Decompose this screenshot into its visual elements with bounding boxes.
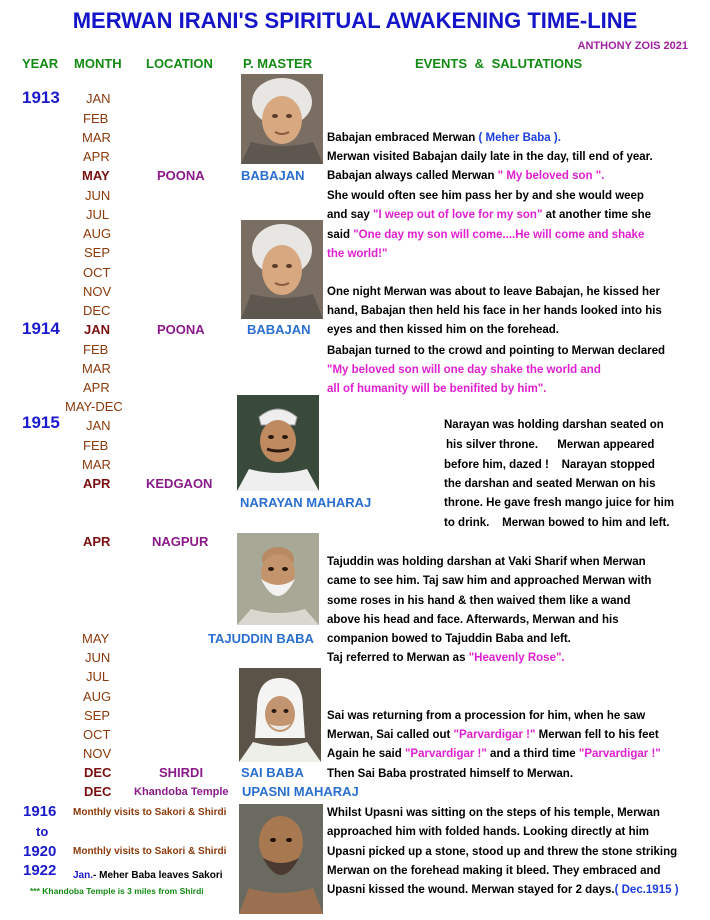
event-highlight: ( Meher Baba ).: [478, 132, 561, 144]
month-jul: JUL: [86, 669, 110, 684]
event-line: Sai was returning from a procession for him, when he saw: [327, 710, 646, 722]
month-feb: FEB: [83, 111, 109, 126]
month-mar: MAR: [82, 457, 111, 472]
event-quote: "Parvardigar !": [578, 748, 661, 760]
month-aug: AUG: [83, 226, 112, 241]
month-jan: JAN: [84, 322, 111, 337]
event-line: throne. He gave fresh mango juice for him: [444, 497, 675, 509]
event-text: Babajan always called Merwan: [327, 170, 495, 182]
event-line: She would often see him pass her by and she would weep: [327, 190, 644, 202]
page-title: MERWAN IRANI'S SPIRITUAL AWAKENING TIME-LINE: [72, 8, 638, 33]
header-events: EVENTS & SALUTATIONS: [415, 56, 583, 71]
year-1914: 1914: [22, 319, 60, 338]
location-poona: POONA: [157, 168, 205, 183]
event-text: Upasni kissed the wound. Merwan stayed for 2 days.: [327, 884, 615, 896]
month-jan: JAN: [86, 91, 111, 106]
year-1913: 1913: [22, 88, 60, 107]
event-text: Merwan, Sai called out: [327, 729, 451, 741]
event-quote-line: "My beloved son will one day shake the world and: [327, 364, 601, 376]
event-line: [327, 745, 661, 765]
tajuddin-baba-photo: [237, 533, 319, 625]
month-may-dec: MAY-DEC: [65, 399, 123, 414]
master-tajuddin-baba: TAJUDDIN BABA: [208, 631, 314, 646]
event-quote: "Heavenly Rose".: [468, 652, 565, 664]
event-line: some roses in his hand & then waived them like a wand: [327, 595, 631, 607]
month-dec: DEC: [83, 303, 111, 318]
header-location: LOCATION: [146, 56, 213, 71]
event-line: came to see him. Taj saw him and approached Merwan with: [327, 575, 652, 587]
babajan-portrait-icon: [241, 74, 323, 164]
month-apr: APR: [83, 476, 111, 491]
event-line: Then Sai Baba prostrated himself to Merwan.: [327, 768, 574, 780]
month-mar: MAR: [82, 361, 111, 376]
month-jun: JUN: [85, 188, 111, 203]
year-1920: 1920: [23, 843, 57, 860]
month-jun: JUN: [85, 650, 111, 665]
event-quote: "I weep out of love for my son": [373, 209, 543, 221]
author-credit: ANTHONY ZOIS 2021: [577, 40, 688, 52]
event-line: Merwan on the forehead making it bleed. They embraced and: [327, 865, 661, 877]
event-line: One night Merwan was about to leave Babajan, he kissed her: [327, 286, 660, 298]
year-to: to: [36, 824, 49, 839]
month-jan: JAN: [86, 418, 111, 433]
month-apr: APR: [83, 149, 110, 164]
event-line: companion bowed to Tajuddin Baba and left.: [327, 633, 571, 645]
header-year: YEAR: [22, 56, 59, 71]
event-line: [327, 226, 644, 246]
event-text: said: [327, 229, 351, 241]
month-apr: APR: [83, 534, 111, 549]
event-quote: "Parvardigar !": [453, 729, 536, 741]
narayan-maharaj-photo: [237, 395, 319, 491]
babajan-photo: [241, 74, 323, 164]
month-oct: OCT: [83, 727, 111, 742]
visits-note: Monthly visits to Sakori & Shirdi: [73, 807, 227, 818]
month-may: MAY: [82, 631, 110, 646]
month-aug: AUG: [83, 689, 112, 704]
month-feb: FEB: [83, 438, 109, 453]
month-sep: SEP: [84, 708, 111, 723]
event-quote: "Parvardigar !": [404, 748, 487, 760]
month-jul: JUL: [86, 207, 110, 222]
location-nagpur: NAGPUR: [152, 534, 209, 549]
event-line: Babajan turned to the crowd and pointing to Merwan declared: [327, 345, 665, 357]
event-highlight: ( Dec.1915 ): [614, 884, 679, 896]
event-line: hand, Babajan then held his face in her hands looked into his: [327, 305, 662, 317]
upasni-portrait-icon: [239, 804, 323, 914]
event-line: approached him with folded hands. Looking directly at him: [327, 826, 650, 838]
location-kedgaon: KEDGAON: [146, 476, 213, 491]
event-line: before him, dazed ! Narayan stopped: [444, 459, 655, 471]
leaves-sakori-note: [73, 865, 223, 883]
year-1915: 1915: [22, 413, 60, 432]
sai-baba-photo: [239, 668, 321, 762]
tajuddin-portrait-icon: [237, 533, 319, 625]
event-line: [327, 881, 679, 901]
year-1922: 1922: [23, 862, 57, 879]
event-line: Narayan was holding darshan seated on: [444, 419, 664, 431]
month-nov: NOV: [83, 746, 112, 761]
event-line: eyes and then kissed him on the forehead.: [327, 324, 559, 336]
event-line: [327, 206, 651, 226]
event-line: [327, 167, 604, 187]
event-line: his silver throne. Merwan appeared: [446, 439, 655, 451]
header-month: MONTH: [74, 56, 122, 71]
event-line: Whilst Upasni was sitting on the steps of his temple, Merwan: [327, 807, 660, 819]
month-nov: NOV: [83, 284, 112, 299]
event-quote: "One day my son will come....He will come and shake: [353, 229, 645, 241]
master-babajan: BABAJAN: [241, 168, 305, 183]
upasni-maharaj-photo: [239, 804, 323, 914]
event-text: and a third time: [490, 748, 576, 760]
master-narayan-maharaj: NARAYAN MAHARAJ: [240, 495, 372, 510]
babajan-photo-2: [241, 220, 323, 319]
footnote: *** Khandoba Temple is 3 miles from Shirdi: [30, 886, 204, 896]
header-master: P. MASTER: [243, 56, 313, 71]
master-sai-baba: SAI BABA: [241, 765, 304, 780]
location-shirdi: SHIRDI: [159, 765, 204, 780]
month-oct: OCT: [83, 265, 111, 280]
month-apr: APR: [83, 380, 110, 395]
master-upasni-maharaj: UPASNI MAHARAJ: [242, 784, 359, 799]
babajan-portrait-icon: [241, 220, 323, 319]
month-may: MAY: [82, 168, 110, 183]
month-feb: FEB: [83, 342, 109, 357]
month-dec: DEC: [84, 784, 112, 799]
event-line: Upasni picked up a stone, stood up and threw the stone striking: [327, 846, 678, 858]
event-text: Merwan fell to his feet: [538, 729, 659, 741]
event-line: [327, 726, 659, 746]
month-dec: DEC: [84, 765, 112, 780]
event-line: [327, 129, 561, 149]
jan-label: Jan.: [73, 870, 94, 881]
event-text: Babajan embraced Merwan: [327, 132, 476, 144]
master-babajan: BABAJAN: [247, 322, 311, 337]
event-line: to drink. Merwan bowed to him and left.: [444, 517, 670, 529]
event-quote: " My beloved son ".: [497, 170, 605, 182]
year-1916: 1916: [23, 803, 57, 820]
visits-note: Monthly visits to Sakori & Shirdi: [73, 846, 227, 857]
event-quote-line: all of humanity will be benifited by him".: [327, 383, 547, 395]
event-text: Taj referred to Merwan as: [327, 652, 466, 664]
location-khandoba-temple: Khandoba Temple: [134, 786, 229, 798]
leaves-text: - Meher Baba leaves Sakori: [93, 870, 223, 881]
narayan-portrait-icon: [237, 395, 319, 491]
event-line: the darshan and seated Merwan on his: [444, 478, 656, 490]
location-poona: POONA: [157, 322, 205, 337]
event-text: and say: [327, 209, 370, 221]
event-text: Again he said: [327, 748, 402, 760]
sai-baba-portrait-icon: [239, 668, 321, 762]
month-mar: MAR: [82, 130, 111, 145]
month-sep: SEP: [84, 245, 111, 260]
event-line: Merwan visited Babajan daily late in the day, till end of year.: [327, 151, 653, 163]
event-line: Tajuddin was holding darshan at Vaki Sharif when Merwan: [327, 556, 646, 568]
event-line: above his head and face. Afterwards, Merwan and his: [327, 614, 619, 626]
event-text: at another time she: [545, 209, 652, 221]
event-line: [327, 649, 565, 669]
event-quote-line: the world!": [327, 248, 388, 260]
